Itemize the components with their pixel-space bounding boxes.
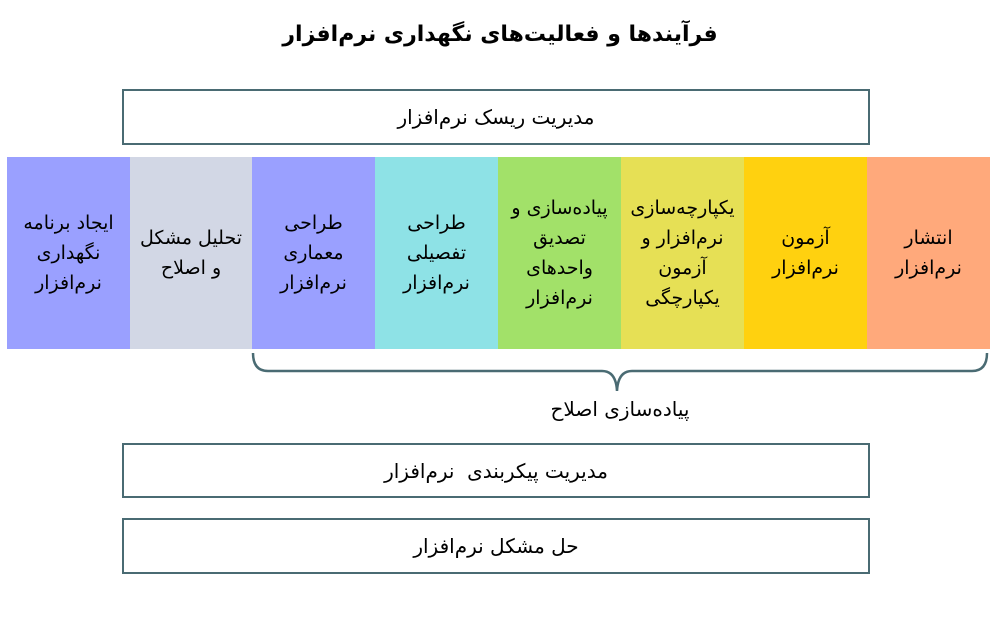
troubleshooting-bar xyxy=(122,518,870,574)
risk-management-bar xyxy=(122,89,870,145)
implementation-label: پیاده‌سازی اصلاح xyxy=(550,397,690,421)
process-stages-row xyxy=(7,157,990,349)
stage-problem-analysis: تحلیل مشکل و اصلاح xyxy=(130,157,252,349)
implementation-brace xyxy=(250,351,990,393)
troubleshooting-label: حل مشکل نرم‌افزار xyxy=(413,534,579,558)
risk-management-label: مدیریت ریسک نرم‌افزار xyxy=(397,105,595,129)
stage-software-release: انتشار نرم‌افزار xyxy=(867,157,990,349)
stage-create-maintenance-plan: ایجاد برنامه نگهداری نرم‌افزار xyxy=(7,157,130,349)
stage-architecture-design: طراحی معماری نرم‌افزار xyxy=(252,157,375,349)
stage-unit-implementation: پیاده‌سازی و تصدیق واحدهای نرم‌افزار xyxy=(498,157,621,349)
configuration-management-bar xyxy=(122,443,870,498)
configuration-management-label: مدیریت پیکربندی نرم‌افزار xyxy=(384,458,608,483)
stage-detailed-design: طراحی تفصیلی نرم‌افزار xyxy=(375,157,498,349)
stage-integration-testing: یکپارچه‌سازی نرم‌افزار و آزمون یکپارچگی xyxy=(621,157,744,349)
stage-software-testing: آزمون نرم‌افزار xyxy=(744,157,867,349)
diagram-title: فرآیندها و فعالیت‌های نگهداری نرم‌افزار xyxy=(282,22,718,47)
